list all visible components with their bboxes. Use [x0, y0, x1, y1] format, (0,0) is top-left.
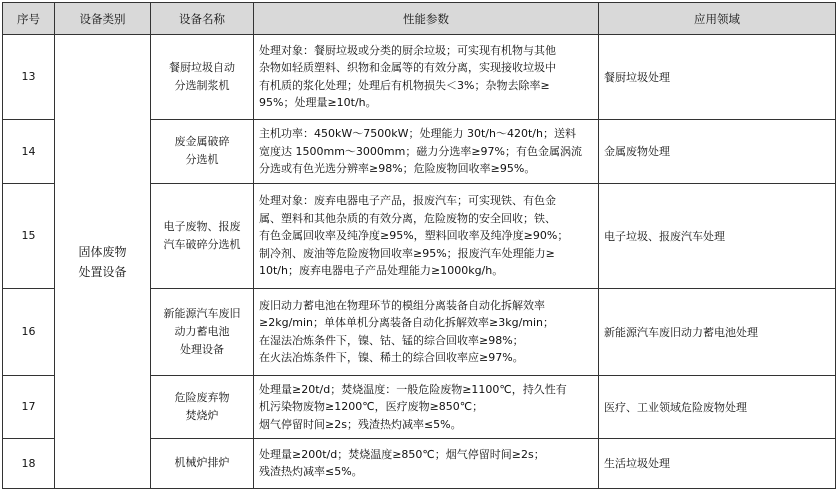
header-params: 性能参数	[254, 3, 599, 35]
name-line: 分选机	[185, 153, 219, 167]
application-field: 电子垃圾、报废汽车处理	[599, 183, 836, 288]
param-line: 残渣热灼减率≤5%。	[259, 465, 363, 479]
category-line: 处置设备	[78, 264, 127, 279]
param-line: 属、塑料和其他杂质的有效分离，危险废物的安全回收；铁、	[259, 211, 556, 225]
param-line: 处理量≥200t/d；焚烧温度≥850℃；烟气停留时间≥2s；	[259, 447, 545, 461]
name-line: 危险废弃物	[174, 390, 230, 404]
name-line: 电子废物、报废	[163, 219, 241, 233]
category-cell	[55, 35, 151, 489]
param-line: 废旧动力蓄电池在物理环节的模组分离装备自动化拆解效率	[259, 298, 545, 312]
application-field: 生活垃圾处理	[599, 438, 836, 488]
equipment-name	[151, 183, 254, 288]
param-line: 处理量≥20t/d；焚烧温度：一般危险废物≥1100℃，持久性有	[259, 382, 567, 396]
name-line: 餐厨垃圾自动	[169, 60, 235, 74]
row-number: 16	[3, 289, 55, 376]
performance-params	[254, 289, 599, 376]
equipment-spec-table	[2, 2, 836, 489]
param-line: 杂物如轻质塑料、织物和金属等的有效分离，实现接收垃圾中	[259, 61, 556, 75]
header-category: 设备类别	[55, 3, 151, 35]
param-line: 烟气停留时间≥2s；残渣热灼减率≤5%。	[259, 417, 462, 431]
row-number: 18	[3, 438, 55, 488]
performance-params	[254, 183, 599, 288]
header-no: 序号	[3, 3, 55, 35]
performance-params	[254, 35, 599, 120]
equipment-name	[151, 289, 254, 376]
application-field: 新能源汽车废旧动力蓄电池处理	[599, 289, 836, 376]
param-line: 机污染物废物≥1200℃，医疗废物≥850℃；	[259, 400, 484, 414]
category-line: 固体废物	[78, 244, 127, 259]
row-number: 14	[3, 119, 55, 183]
row-number: 13	[3, 35, 55, 120]
param-line: 有机质的浆化处理；处理后有机物损失＜3%；杂物去除率≥	[259, 78, 550, 92]
row-number: 15	[3, 183, 55, 288]
param-line: 95%；处理量≥10t/h。	[259, 96, 377, 110]
name-line: 废金属破碎	[174, 135, 230, 149]
application-field: 金属废物处理	[599, 119, 836, 183]
name-line: 分选制浆机	[174, 78, 230, 92]
name-line: 动力蓄电池	[174, 324, 230, 338]
table-row	[3, 35, 836, 120]
equipment-name	[151, 375, 254, 438]
name-line: 新能源汽车废旧	[163, 306, 241, 320]
param-line: 主机功率：450kW～7500kW；处理能力 30t/h～420t/h；送料	[259, 127, 576, 141]
application-field: 餐厨垃圾处理	[599, 35, 836, 120]
performance-params	[254, 119, 599, 183]
param-line: 处理对象：废弃电器电子产品，报废汽车；可实现铁、有色金	[259, 194, 556, 208]
param-line: 制冷剂、废油等危险废物回收率≥95%；报废汽车处理能力≥	[259, 246, 555, 260]
name-line: 焚烧炉	[185, 408, 219, 422]
performance-params	[254, 438, 599, 488]
performance-params	[254, 375, 599, 438]
param-line: ≥2kg/min；单体单机分离装备自动化拆解效率≥3kg/min；	[259, 316, 555, 330]
equipment-name	[151, 35, 254, 120]
header-application: 应用领域	[599, 3, 836, 35]
param-line: 10t/h；废弃电器电子产品处理能力≥1000kg/h。	[259, 264, 504, 278]
name-line: 汽车破碎分选机	[163, 237, 241, 251]
equipment-name	[151, 438, 254, 488]
table-header-row	[3, 3, 836, 35]
application-field: 医疗、工业领域危险废物处理	[599, 375, 836, 438]
param-line: 处理对象：餐厨垃圾或分类的厨余垃圾；可实现有机物与其他	[259, 43, 556, 57]
param-line: 在湿法冶炼条件下，镍、钴、锰的综合回收率≥98%；	[259, 333, 524, 347]
equipment-name	[151, 119, 254, 183]
param-line: 有色金属回收率及纯净度≥95%，塑料回收率及纯净度≥90%；	[259, 229, 569, 243]
header-name: 设备名称	[151, 3, 254, 35]
param-line: 在火法冶炼条件下，镍、稀土的综合回收率应≥97%。	[259, 351, 524, 365]
row-number: 17	[3, 375, 55, 438]
name-line: 机械炉排炉	[174, 456, 230, 470]
param-line: 分选或有色光选分辨率≥98%；危险废物回收率≥95%。	[259, 162, 536, 176]
name-line: 处理设备	[180, 342, 224, 356]
param-line: 宽度达 1500mm～3000mm；磁力分选率≥97%；有色金属涡流	[259, 144, 583, 158]
